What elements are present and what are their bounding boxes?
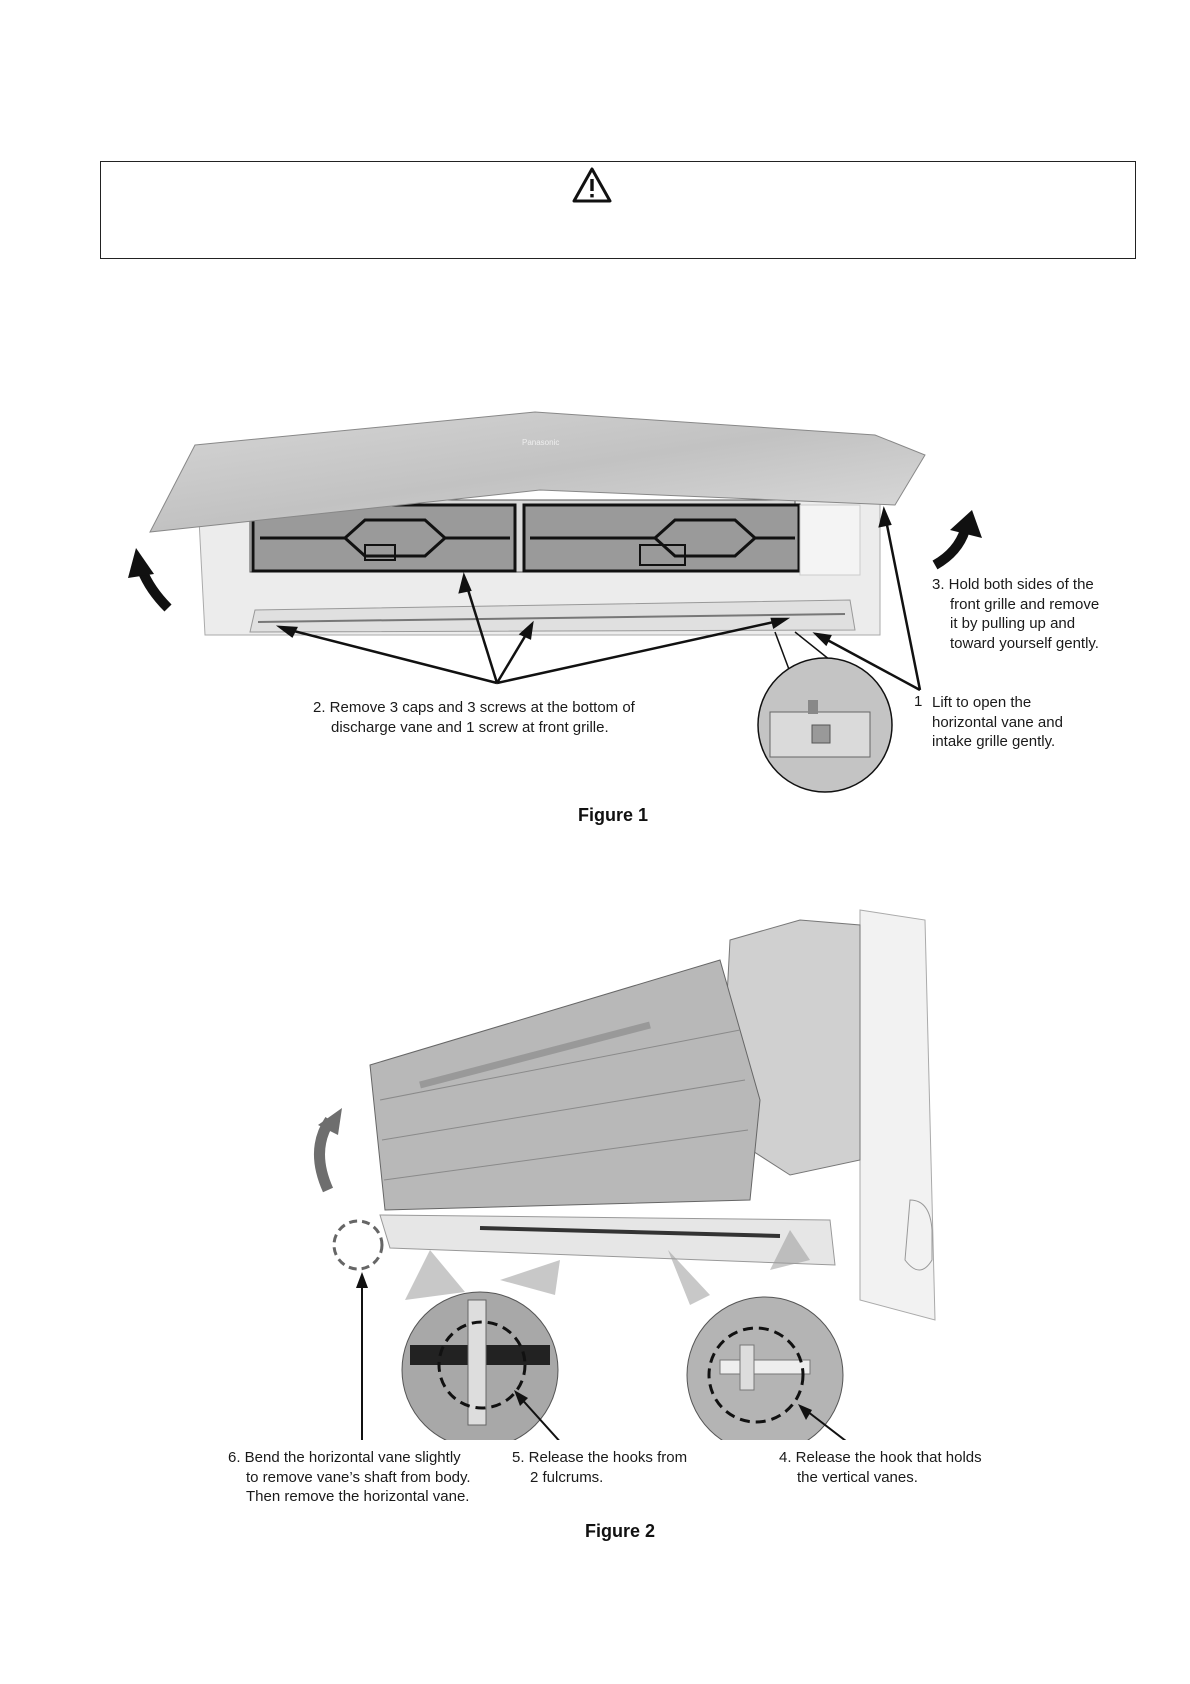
step1-label: Lift to open the horizontal vane and intake grille gently. — [932, 694, 1063, 750]
figure2-illustration — [0, 900, 1190, 1440]
warning-triangle-icon — [572, 167, 612, 203]
step1-number: 1 — [914, 693, 923, 710]
step5-label: 5. Release the hooks from 2 fulcrums. — [512, 1449, 688, 1486]
step4-label: 4. Release the hook that holds the vertical vanes. — [779, 1449, 982, 1486]
figure2-caption: Figure 2 — [585, 1521, 656, 1541]
brand-logo: Panasonic — [522, 438, 560, 447]
warning-box — [100, 161, 1136, 259]
step3-label: 3. Hold both sides of the front grille and remove it by pulling up and toward yourself gently. — [932, 576, 1100, 652]
step2-label: 2. Remove 3 caps and 3 screws at the bottom of discharge vane and 1 screw at front grille. — [313, 699, 635, 736]
figure1-caption: Figure 1 — [578, 805, 649, 825]
step6-label: 6. Bend the horizontal vane slightly to remove vane’s shaft from body. Then remove the horizontal vane. — [228, 1449, 471, 1505]
